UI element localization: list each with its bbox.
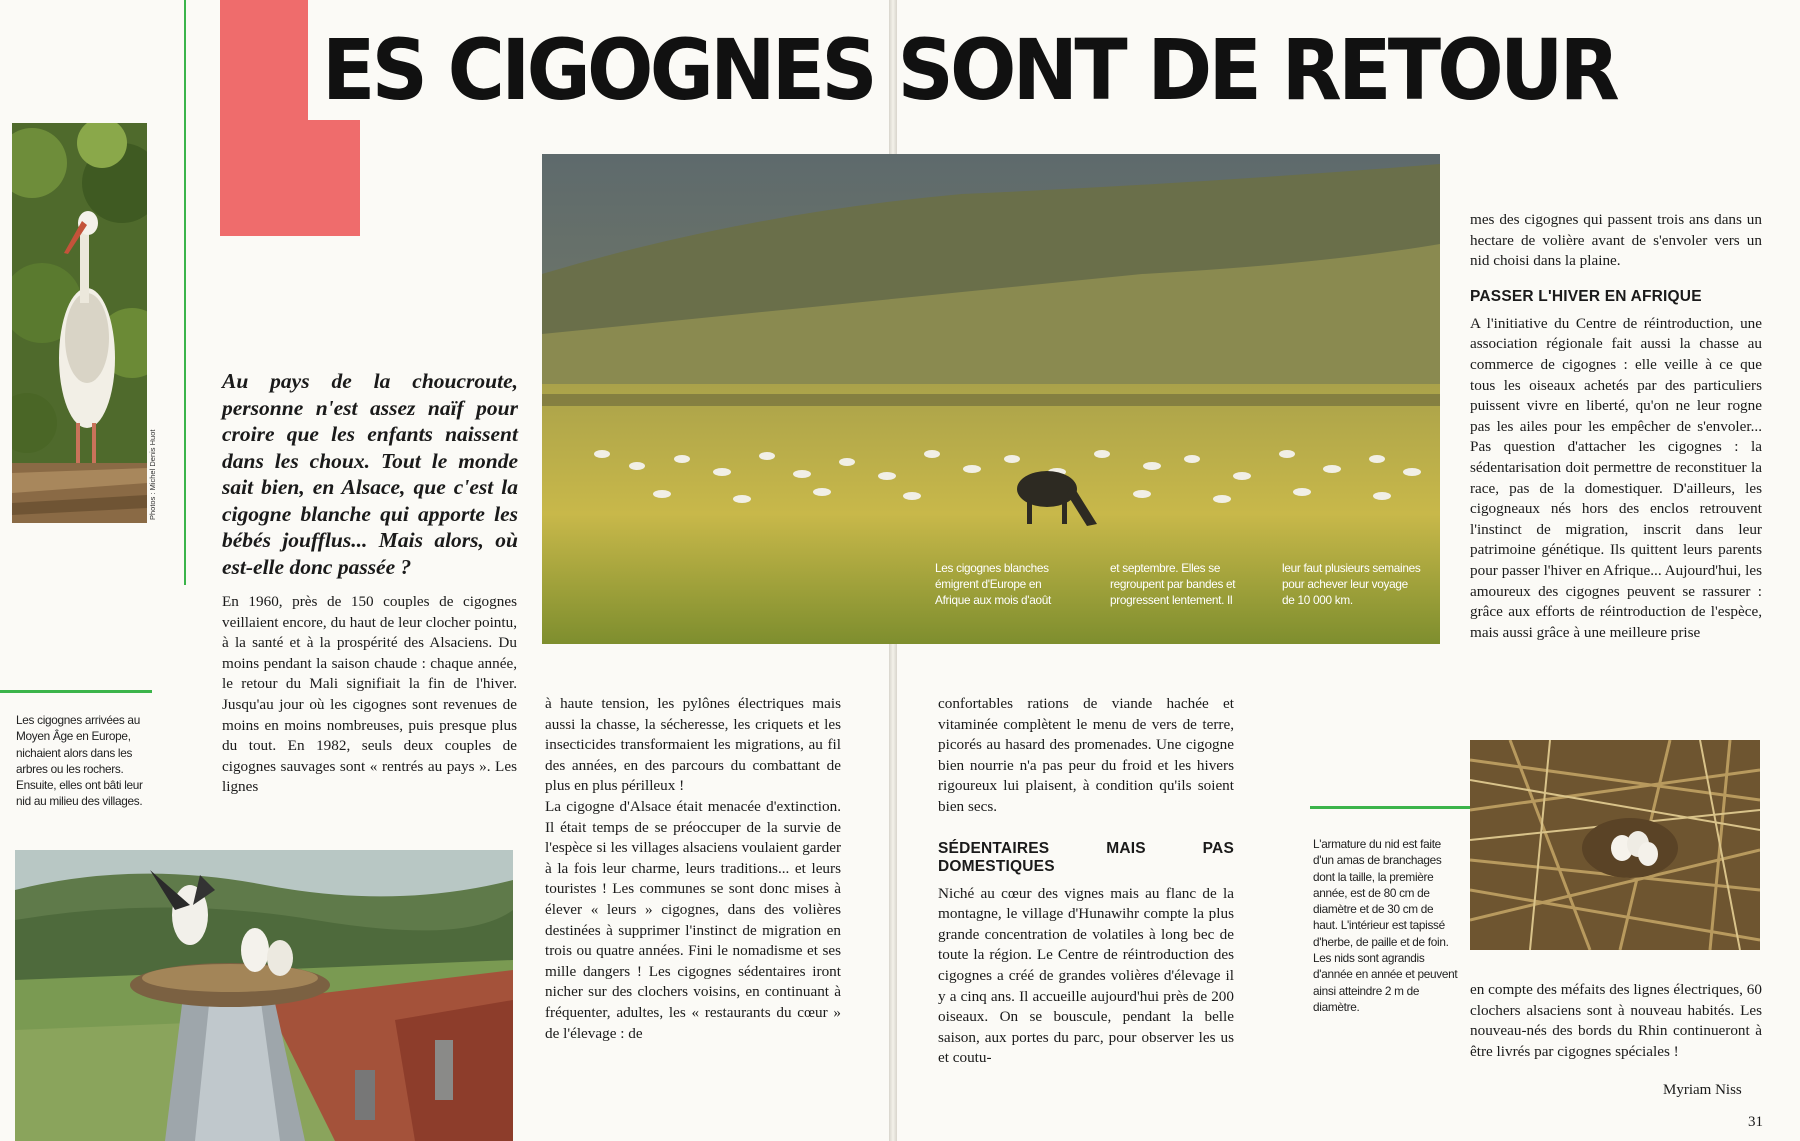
body-column-3 xyxy=(938,694,1234,1069)
author-signature: Myriam Niss xyxy=(1663,1082,1742,1098)
body-paragraph: Niché au cœur des vignes mais au flanc de la montagne, le village d'Hunawihr compte la plus grande concentration de volatiles à long bec de toute la région. Le Centre de réintroduction des cigognes a créé de grandes volières d'élevage il y a cinq ans. Il accueille aujourd'hui près de 200 oiseaux. On se bouscule, pendant la belle saison, aux portes du parc, pour observer les us et coutu- xyxy=(938,884,1234,1067)
body-column-1 xyxy=(222,592,517,798)
spread-caption-part-3: leur faut plusieurs semaines pour achever leur voyage de 10 000 km. xyxy=(1282,561,1421,607)
subheading-afrique: PASSER L'HIVER EN AFRIQUE xyxy=(1470,287,1702,305)
body-paragraph: En 1960, près de 150 couples de cigognes veillaient encore, du haut de leur clocher pointu, à la santé et à la prospérité des Alsaciens. Du moins pendant la saison chaude : chaque année, le retour du Mali signifiait la fin de l'hiver. Jusqu'au jour où les cigognes sont revenues de moins en moins nombreuses, puis presque plus du tout. En 1982, seuls deux couples de cigognes sauvages sont « rentrés au pays ». Les lignes xyxy=(222,593,517,796)
nest-eggs-photo xyxy=(1470,740,1760,950)
body-paragraph: confortables rations de viande hachée et vitaminée complètent le menu de vers de terre, picorés au hasard des promenades. Une cigogne bien nourrie n'a pas peur du froid et les hivers rigoureux lui plaisent, à condition qu'ils soient bien secs. xyxy=(938,695,1234,815)
green-rule-right xyxy=(1310,806,1470,809)
body-paragraph: La cigogne d'Alsace était menacée d'extinction. Il était temps de se préoccuper de la survie de l'espèce si les villages alsaciens voulaient garder à la fois leur charme, leurs traditions... et leurs touristes ! Les communes se sont donc mises à élever « leurs » cigognes, dans des volières destinées à supprimer l'instinct de migration en trois ou quatre années. Fini le nomadisme et ses mille dangers ! Les cigognes sédentaires iront nicher sur des clochers voisins, en continuant à fréquenter, adultes, les « restaurants du cœur » de l'élevage : de xyxy=(545,797,841,1042)
green-rule-left xyxy=(0,690,152,693)
village-nest-photo xyxy=(15,850,513,1141)
page-number: 31 xyxy=(1748,1114,1763,1130)
body-column-2 xyxy=(545,694,841,1044)
caption-left: Les cigognes arrivées au Moyen Âge en Europe, nichaient alors dans les arbres ou les rochers. Ensuite, elles ont bâti leur nid au milieu des villages. xyxy=(16,713,143,809)
headline xyxy=(322,20,1661,121)
subheading-sedentaires: SÉDENTAIRES MAIS PAS DOMESTIQUES xyxy=(938,839,1234,875)
body-paragraph: en compte des méfaits des lignes électriques, 60 clochers alsaciens sont à nouveau habités. Les nouveau-nés des bords du Rhin continueront à être livrés par cigognes spéciales ! xyxy=(1470,981,1762,1060)
intro-paragraph: Au pays de la choucroute, personne n'est assez naïf pour croire que les enfants naissent dans les choux. Tout le monde sait bien, en Alsace, que c'est la cigogne blanche qui apporte les bébés joufflus... Mais alors, où est-elle donc passée ? xyxy=(222,369,518,579)
photo-credit: Photos : Michel Denis Huot xyxy=(148,429,157,520)
spread-caption-part-2: et septembre. Elles se regroupent par bandes et progressent lentement. Il xyxy=(1110,561,1236,607)
body-paragraph: A l'initiative du Centre de réintroduction, une association régionale fait aussi la chasse au commerce de cigognes : elle veille à ce que tous les oiseaux achetés par des particuliers puissent vivre en liberté, qu'on ne leur rogne pas les ailes pour les empêcher de s'envoler... Pas question d'attacher les cigognes : la sédentarisation doit permettre de reconstituer la race, pas de la domestiquer. D'ailleurs, les cigogneaux nés hors des enclos retrouvent l'instinct de migration, inscrit dans leur patrimoine génétique. Ils quittent leurs parents pour passer l'hiver en Afrique... Aujourd'hui, les amoureux des cigognes peuvent se rassurer : grâce aux efforts de réintroduction de l'espèce, mais aussi grâce à une meilleure prise xyxy=(1470,314,1762,641)
headline-part-left: ES CIGOGNE xyxy=(322,21,822,119)
headline-part-right: S SONT DE RETOUR xyxy=(821,21,1617,119)
body-paragraph: à haute tension, les pylônes électriques mais aussi la chasse, la sécheresse, les criquets et les insecticides transformaient les migrations, au fil des années, en des parcours du combattant de plus en plus périlleux ! xyxy=(545,695,841,795)
spread-caption-part-1: Les cigognes blanches émigrent d'Europe en Afrique aux mois d'août xyxy=(935,561,1052,607)
body-column-4 xyxy=(1470,210,1762,643)
drop-cap-letter xyxy=(220,0,308,236)
stork-standing-photo xyxy=(12,123,147,523)
caption-nest: L'armature du nid est faite d'un amas de branchages dont la taille, la première année, est de 80 cm de diamètre et de 30 cm de haut. L'intérieur est tapissé d'herbe, de paille et de foin. Les nids sont agrandis d'année en année et peuvent ainsi atteindre 2 m de diamètre. xyxy=(1313,837,1458,1014)
body-paragraph: mes des cigognes qui passent trois ans dans un hectare de volière avant de s'envoler vers un nid choisi dans la plaine. xyxy=(1470,211,1762,270)
body-column-4-end xyxy=(1470,980,1762,1062)
green-rule-vertical xyxy=(184,0,186,585)
